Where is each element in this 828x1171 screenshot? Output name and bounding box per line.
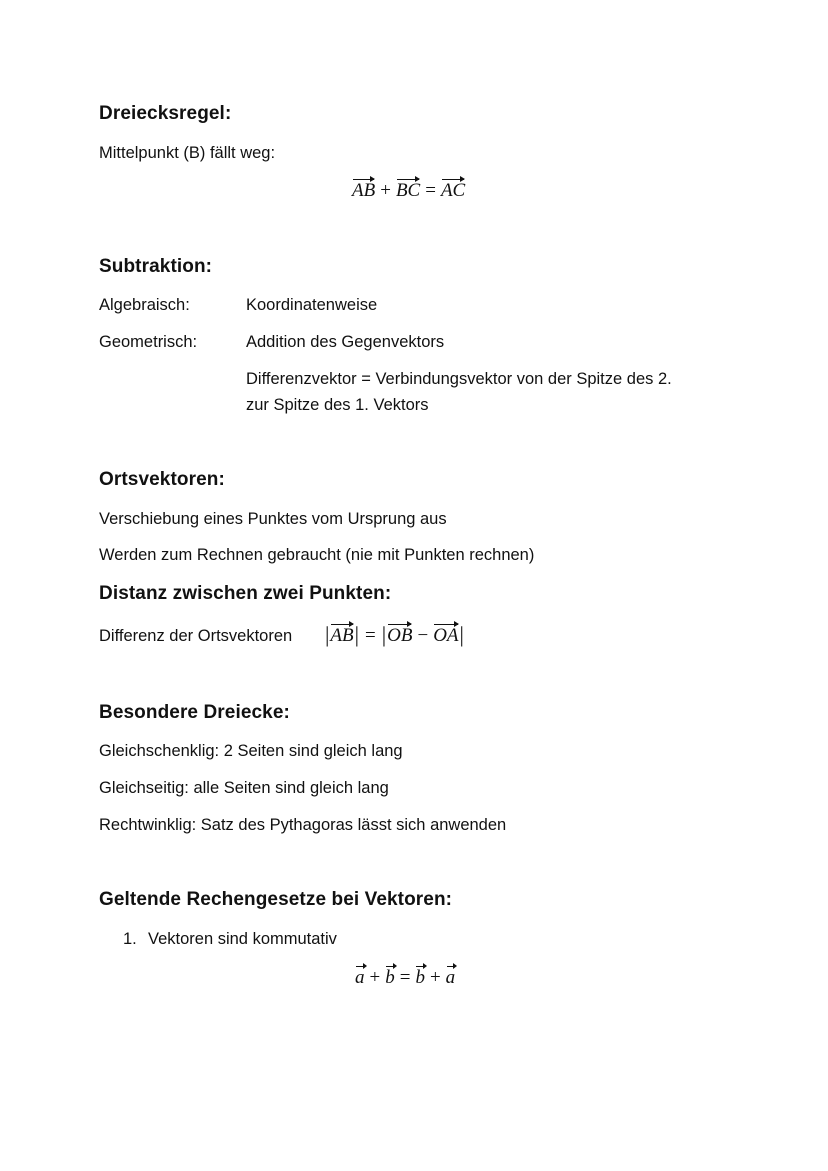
distanz-text: Differenz der Ortsvektoren bbox=[99, 627, 293, 645]
abs-bar-left: | bbox=[325, 622, 330, 647]
vector-oa: OA bbox=[433, 625, 459, 646]
dreiecke-line-gleichseitig: Gleichseitig: alle Seiten sind gleich lang bbox=[99, 779, 389, 797]
minus-sign: − bbox=[417, 625, 429, 646]
dreiecksregel-formula bbox=[352, 178, 465, 202]
abs-bar-right: | bbox=[459, 622, 464, 647]
vector-ab: AB bbox=[352, 180, 376, 201]
dreiecke-line-gleichschenklig: Gleichschenklig: 2 Seiten sind gleich lang bbox=[99, 742, 403, 760]
kommutativ-formula bbox=[355, 967, 455, 989]
dreiecksregel-text: Mittelpunkt (B) fällt weg: bbox=[99, 144, 276, 162]
vector-a: a bbox=[355, 967, 365, 988]
heading-rechengesetze: Geltende Rechengesetze bei Vektoren: bbox=[99, 889, 453, 910]
differenzvektor-line2: zur Spitze des 1. Vektors bbox=[246, 396, 429, 414]
vector-ob: OB bbox=[387, 625, 413, 646]
heading-distanz: Distanz zwischen zwei Punkten: bbox=[99, 583, 392, 604]
plus-sign: + bbox=[429, 967, 441, 988]
differenzvektor-line1: Differenzvektor = Verbindungsvektor von der Spitze des 2. bbox=[246, 370, 672, 388]
vector-bc: BC bbox=[395, 180, 421, 201]
heading-besondere-dreiecke: Besondere Dreiecke: bbox=[99, 702, 290, 723]
vector-ab: AB bbox=[330, 625, 354, 646]
heading-ortsvektoren: Ortsvektoren: bbox=[99, 469, 225, 490]
equals-sign: = bbox=[399, 967, 411, 988]
equals-sign: = bbox=[425, 180, 436, 201]
vector-b: b bbox=[385, 967, 395, 988]
ortsvektoren-line2: Werden zum Rechnen gebraucht (nie mit Punkten rechnen) bbox=[99, 546, 535, 564]
row-value-algebraisch: Koordinatenweise bbox=[246, 296, 378, 314]
row-value-geometrisch: Addition des Gegenvektors bbox=[246, 333, 445, 351]
heading-subtraktion: Subtraktion: bbox=[99, 256, 213, 277]
ortsvektoren-line1: Verschiebung eines Punktes vom Ursprung aus bbox=[99, 510, 447, 528]
plus-sign: + bbox=[380, 180, 391, 201]
abs-bar-right: | bbox=[354, 622, 360, 647]
vector-b: b bbox=[415, 967, 425, 988]
plus-sign: + bbox=[369, 967, 381, 988]
heading-dreiecksregel: Dreiecksregel: bbox=[99, 103, 232, 124]
list-item-text: Vektoren sind kommutativ bbox=[148, 930, 337, 948]
vector-ac: AC bbox=[440, 180, 466, 201]
distanz-formula bbox=[324, 622, 465, 648]
row-label-algebraisch: Algebraisch: bbox=[99, 296, 190, 314]
abs-bar-left: | bbox=[381, 622, 387, 647]
row-label-geometrisch: Geometrisch: bbox=[99, 333, 198, 351]
dreiecke-line-rechtwinklig: Rechtwinklig: Satz des Pythagoras lässt sich anwenden bbox=[99, 816, 507, 834]
equals-sign: = bbox=[365, 625, 376, 646]
vector-a: a bbox=[445, 967, 456, 988]
list-item-number: 1. bbox=[123, 930, 137, 948]
